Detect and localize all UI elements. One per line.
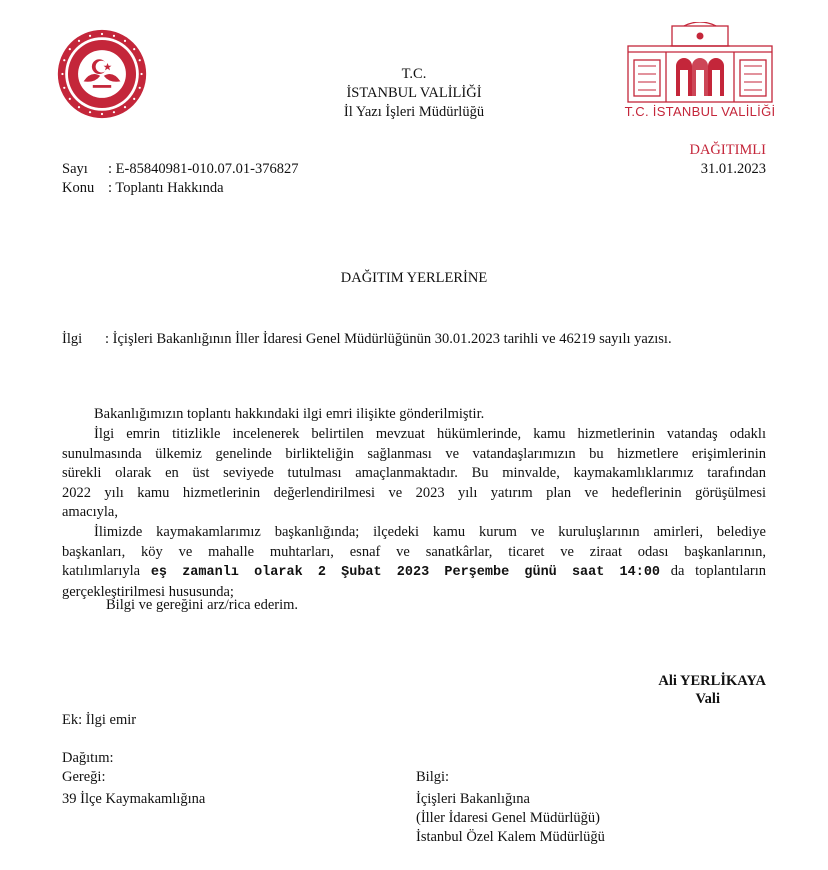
attachment-note: Ek: İlgi emir (62, 712, 137, 728)
header-line-valilik: İSTANBUL VALİLİĞİ (346, 85, 482, 101)
bilgi-item: (İller İdaresi Genel Müdürlüğü) (416, 810, 601, 826)
body-paragraph-3 (62, 523, 766, 602)
turkish-ministry-seal-icon (56, 28, 148, 120)
konu-value: : Toplantı Hakkında (108, 180, 224, 196)
paragraph-line: sunulmasında ülkemiz genelinde birlikteliğin sağlanması ve vatandaşlarımızın bu hizmetlere erişimlerinin (62, 445, 766, 462)
header-line-mudurluk: İl Yazı İşleri Müdürlüğü (343, 104, 485, 120)
meeting-date-bold: eş zamanlı olarak 2 Şubat 2023 Perşembe günü saat 14:00 (150, 565, 661, 581)
konu-label: Konu (62, 180, 95, 196)
bilgi-item: İçişleri Bakanlığına (416, 791, 530, 807)
paragraph-line: İlimizde kaymakamlarımız başkanlığında; ilçedeki kamu kurum ve kuruluşlarının amirleri, belediye (94, 524, 766, 540)
gereg-item: 39 İlçe Kaymakamlığına (62, 791, 206, 807)
document-date: 31.01.2023 (700, 161, 766, 177)
paragraph-line: amacıyla, (62, 504, 118, 521)
paragraph-line: gerçekleştirilmesi hususunda; (62, 583, 234, 600)
body-paragraph-1: Bakanlığımızın toplantı hakkındaki ilgi emri ilişikte gönderilmiştir. (94, 406, 485, 422)
ilgi-label: İlgi (62, 331, 83, 347)
paragraph-line: başkanları, köy ve mahalle muhtarları, esnaf ve sanatkârlar, ticaret ve ziraat odası başkanlarının, (62, 543, 766, 560)
bilgi-item: İstanbul Özel Kalem Müdürlüğü (416, 829, 605, 845)
body-paragraph-4: Bilgi ve gereğini arz/rica ederim. (106, 597, 299, 613)
header-line-tc: T.C. (401, 66, 427, 82)
signatory-title: Vali (695, 691, 720, 707)
distribution-title: Dağıtım: (62, 750, 114, 766)
recipients-heading: DAĞITIM YERLERİNE (340, 270, 488, 286)
paragraph-line: sürekli olarak en üst seviyede tutulması amaçlanmaktadır. Bu minvalde, kaymakamlıklarımız tarafından (62, 465, 766, 482)
dagitimli-label: DAĞITIMLI (689, 142, 766, 158)
paragraph-line: 2022 yılı kamu hizmetlerinin değerlendirilmesi ve 2023 yılı yatırım plan ve hedeflerinin görüşülmesi (62, 484, 766, 501)
building-caption: T.C. İSTANBUL VALİLİĞİ (624, 104, 776, 119)
paragraph-line (62, 562, 766, 583)
gereg-label: Gereği: (62, 769, 106, 785)
meeting-intro-text: katılımlarıyla (62, 563, 151, 580)
sayi-value: : E-85840981-010.07.01-376827 (108, 161, 299, 177)
ilgi-text: : İçişleri Bakanlığının İller İdaresi Genel Müdürlüğünün 30.01.2023 tarihli ve 46219 sayılı yazısı. (105, 331, 672, 347)
bilgi-label: Bilgi: (416, 769, 450, 785)
sayi-label: Sayı (62, 161, 88, 177)
signatory-name: Ali YERLİKAYA (658, 673, 766, 689)
paragraph-line: İlgi emrin titizlikle incelenerek belirtilen mevzuat hükümlerinde, kamu hizmetlerinin vatandaş odaklı (94, 426, 766, 442)
body-paragraph-2 (62, 425, 766, 523)
istanbul-governorship-building-icon (626, 22, 774, 104)
meeting-outro-text: da toplantıların (660, 563, 766, 580)
